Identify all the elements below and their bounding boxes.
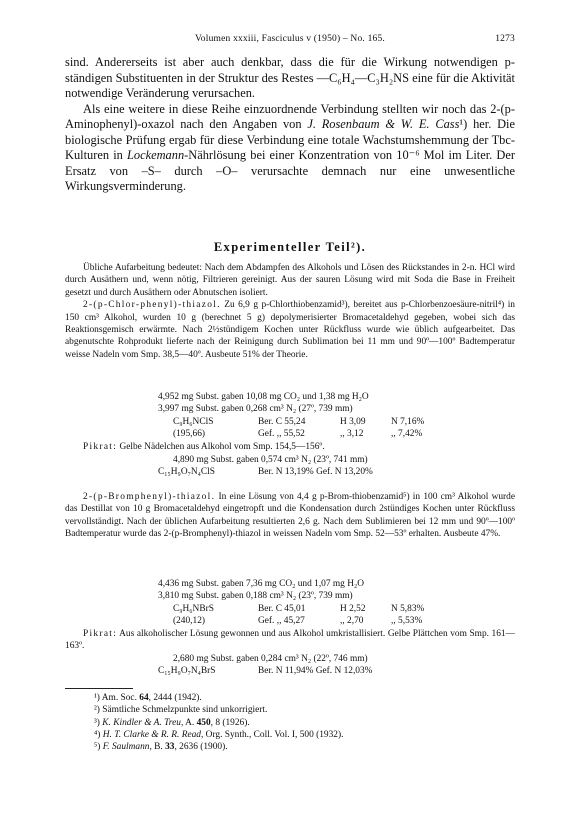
footnotes bbox=[94, 692, 514, 753]
footnote-3: ³) K. Kindler & A. Treu, A. 450, 8 (1926). bbox=[94, 717, 250, 728]
chloro-picrate: Pikrat: Gelbe Nädelchen aus Alkohol vom Smp. 154,5—156º. bbox=[83, 442, 325, 452]
analysis-row: 4,952 mg Subst. gaben 10,08 mg CO₂ und 1,38 mg H₂O bbox=[158, 392, 369, 402]
journal-volume-title: Volumen xxxiii, Fasciculus v (1950) – No. 165. bbox=[194, 34, 386, 44]
intro-text bbox=[65, 55, 515, 195]
author-citation: J. Rosenbaum & W. E. Cass bbox=[307, 117, 460, 131]
chloro-analysis bbox=[0, 391, 576, 441]
bromo-analysis bbox=[0, 578, 576, 628]
analysis-row: C₁₅H₉O₇N₄BrS Ber. N 11,94% Gef. N 12,03% bbox=[158, 666, 373, 677]
analysis-row: 4,436 mg Subst. gaben 7,36 mg CO₂ und 1,07 mg H₂O bbox=[158, 579, 365, 589]
analysis-row: 3,810 mg Subst. gaben 0,188 cm³ N₂ (23º, 739 mm) bbox=[158, 591, 353, 602]
page-number: 1273 bbox=[495, 34, 515, 44]
paragraph-chloro-synthesis: 2-(p-Chlor-phenyl)-thiazol. Zu 6,9 g p-Chlorthiobenzamid³), bereitet aus p-Chlorbenzoesäure-nitril⁴) in 150 cm³ Alkohol, wurden 10 g (berechnet 5 g) depolymerisierter Bromacetaldehyd gegeben, wobei sich das Reaktionsgemisch erwärmte. Nach 2½stündigem Kochen unter Rückfluss wurde wie üblich aufgearbeitet. Das abgenutschte Rohprodukt lieferte nach der Reinigung durch Sublimation bei 11 mm und 90º—100º Badtemperatur weisse Nadeln vom Smp. 38,5—40º. Ausbeute 51% der Theorie. bbox=[65, 300, 515, 360]
running-header bbox=[65, 34, 515, 48]
paragraph-activity: sind. Andererseits ist aber auch denkbar, dass die für die Wirkung notwendigen p-ständigen Substituenten in der Struktur des Restes —C₆H₄—C₃H₂NS eine für die Aktivität notwendige Veränderung verursachen. bbox=[65, 55, 515, 100]
footnote-5: ⁵) F. Saulmann, B. 33, 2636 (1900). bbox=[94, 742, 228, 753]
experimental-general bbox=[65, 262, 515, 361]
analysis-row: C₉H₆NBrS Ber. C 45,01 H 2,52 N 5,83% bbox=[173, 603, 425, 614]
paragraph-bromo-synthesis: 2-(p-Bromphenyl)-thiazol. In eine Lösung von 4,4 g p-Brom-thiobenzamid⁵) in 100 cm³ Alkohol wurde das Destillat von 10 g Bromacetaldehyd eingetropft und die Kondensation durch 2stündiges Kochen unter Rückfluss vervollständigt. Nach der üblichen Aufarbeitung resultierten 2,6 g. Nach dem Sublimieren bei 12 mm und 90º—100º Badtemperatur wurde das 2-(p-Bromphenyl)-thiazol in weissen Nadeln vom Smp. 52—53º erhalten. Ausbeute 47%. bbox=[65, 492, 515, 540]
analysis-row: 3,997 mg Subst. gaben 0,268 cm³ N₂ (27º, 739 mm) bbox=[158, 404, 353, 415]
paragraph-workup: Übliche Aufarbeitung bedeutet: Nach dem Abdampfen des Alkohols und Lösen des Rückstandes in 2-n. HCl wird durch Ausäthern und, wenn nötig, Filtrieren gereinigt. Aus der sauren Lösung wird mit Soda die Base in Freiheit gesetzt und durch Ausäthern oder Abnutschen isoliert. bbox=[65, 263, 515, 298]
footnote-divider bbox=[65, 688, 133, 689]
footnote-2: ²) Sämtliche Schmelzpunkte sind unkorrigiert. bbox=[94, 705, 268, 716]
bromo-synthesis bbox=[65, 491, 515, 541]
footnote-1: ¹) Am. Soc. 64, 2444 (1942). bbox=[94, 693, 202, 703]
analysis-row: C₉H₆NClS Ber. C 55,24 H 3,09 N 7,16% bbox=[173, 416, 425, 427]
footnote-ref: ¹) bbox=[459, 117, 468, 131]
analysis-row: 2,680 mg Subst. gaben 0,284 cm³ N₂ (22º, 746 mm) bbox=[173, 654, 368, 664]
compound-name: 2-(p-Bromphenyl)-thiazol. bbox=[83, 492, 216, 502]
chloro-picrate-analysis bbox=[0, 454, 576, 479]
paragraph-oxazole: Als eine weitere in diese Reihe einzuordnende Verbindung stellten wir noch das 2-(p-Aminophenyl)-oxazol nach den Angaben von J. Rosenbaum & W. E. Cass¹) her. Die biologische Prüfung ergab für diese Verbindung eine totale Wachstumshemmung der Tbc-Kulturen in Lockemann-Nährlösung bei einer Konzentration von 10⁻⁶ Mol im Liter. Der Ersatz von –S– durch –O– verursachte demnach nur eine unwesentliche Wirkungsverminderung. bbox=[65, 101, 515, 193]
analysis-row: (195,66) Gef. ,, 55,52 ,, 3,12 ,, 7,42% bbox=[173, 429, 423, 440]
analysis-row: C₁₅H₉O₇N₄ClS Ber. N 13,19% Gef. N 13,20% bbox=[158, 467, 373, 478]
bromo-picrate: Pikrat: Aus alkoholischer Lösung gewonnen und aus Alkohol umkristallisiert. Gelbe Plättchen vom Smp. 161—163º. bbox=[65, 629, 515, 652]
bromo-picrate-analysis bbox=[0, 653, 576, 678]
section-heading: Experimenteller Teil²). bbox=[213, 240, 367, 254]
author-name: Lockemann bbox=[127, 148, 185, 162]
compound-name: 2-(p-Chlor-phenyl)-thiazol. bbox=[83, 300, 221, 311]
footnote-4: ⁴) H. T. Clarke & R. R. Read, Org. Synth., Coll. Vol. I, 500 (1932). bbox=[94, 729, 344, 740]
analysis-row: 4,890 mg Subst. gaben 0,574 cm³ N₂ (23º, 741 mm) bbox=[173, 455, 368, 465]
analysis-row: (240,12) Gef. ,, 45,27 ,, 2,70 ,, 5,53% bbox=[173, 616, 423, 627]
picrate-label: Pikrat: bbox=[83, 629, 118, 639]
picrate-label: Pikrat: bbox=[83, 442, 118, 452]
